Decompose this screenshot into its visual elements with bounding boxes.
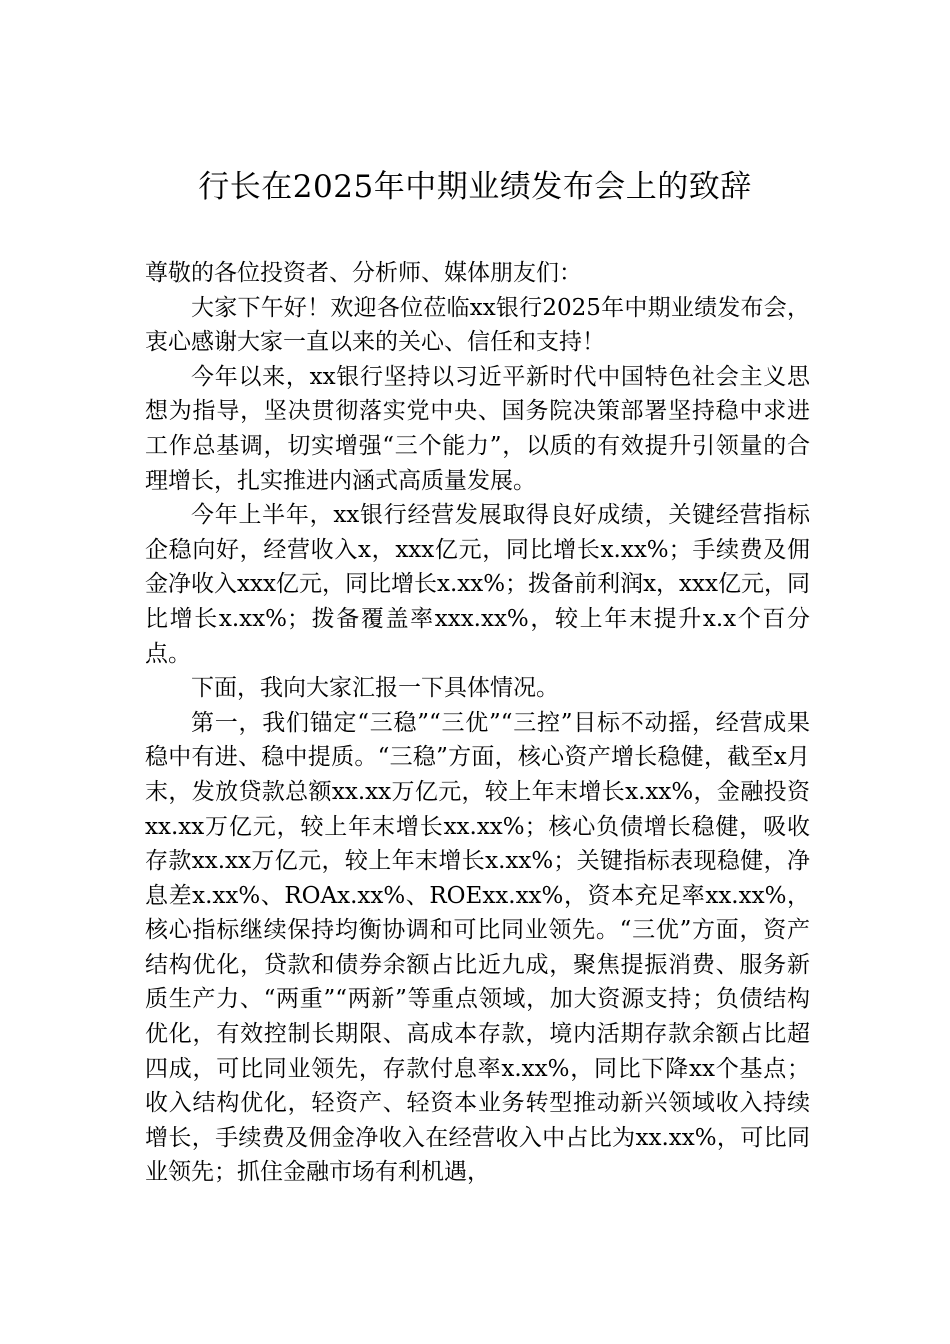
paragraph-first-point: 第一，我们锚定“三稳”“三优”“三控”目标不动摇，经营成果稳中有进、稳中提质。“三稳”方面，核心资产增长稳健，截至x月末，发放贷款总额xx.xx万亿元，较上年末增长x.xx%，金融投资xx.xx万亿元，较上年末增长xx.xx%；核心负债增长稳健，吸收存款xx.xx万亿元，较上年末增长x.xx%；关键指标表现稳健，净息差x.xx%、ROAx.xx%、ROExx.xx%，资本充足率xx.xx%，核心指标继续保持均衡协调和可比同业领先。“三优”方面，资产结构优化，贷款和债券余额占比近九成，聚焦提振消费、服务新质生产力、“两重”“两新”等重点领域，加大资源支持；负债结构优化，有效控制长期限、高成本存款，境内活期存款余额占比超四成，可比同业领先，存款付息率x.xx%，同比下降xx个基点；收入结构优化，轻资产、轻资本业务转型推动新兴领域收入持续增长，手续费及佣金净收入在经营收入中占比为xx.xx%，可比同业领先；抓住金融市场有利机遇，	[145, 709, 810, 1186]
document-title: 行长在2025年中期业绩发布会上的致辞	[198, 169, 752, 205]
document-body	[145, 256, 810, 1190]
salutation: 尊敬的各位投资者、分析师、媒体朋友们：	[145, 260, 582, 286]
paragraph-half-year-results: 今年上半年，xx银行经营发展取得良好成绩，关键经营指标企稳向好，经营收入x，xxx亿元，同比增长x.xx%；手续费及佣金净收入xxx亿元，同比增长x.xx%；拨备前利润x，xxx亿元，同比增长x.xx%；拨备覆盖率xxx.xx%，较上年末提升x.x个百分点。	[145, 502, 810, 667]
paragraph-transition: 下面，我向大家汇报一下具体情况。	[191, 675, 559, 702]
paragraph-greeting: 大家下午好！欢迎各位莅临xx银行2025年中期业绩发布会，衷心感谢大家一直以来的关心、信任和支持！	[145, 294, 810, 356]
paragraph-guiding-principles: 今年以来，xx银行坚持以习近平新时代中国特色社会主义思想为指导，坚决贯彻落实党中央、国务院决策部署坚持稳中求进工作总基调，切实增强“三个能力”，以质的有效提升引领量的合理增长，扎实推进内涵式高质量发展。	[145, 363, 810, 494]
